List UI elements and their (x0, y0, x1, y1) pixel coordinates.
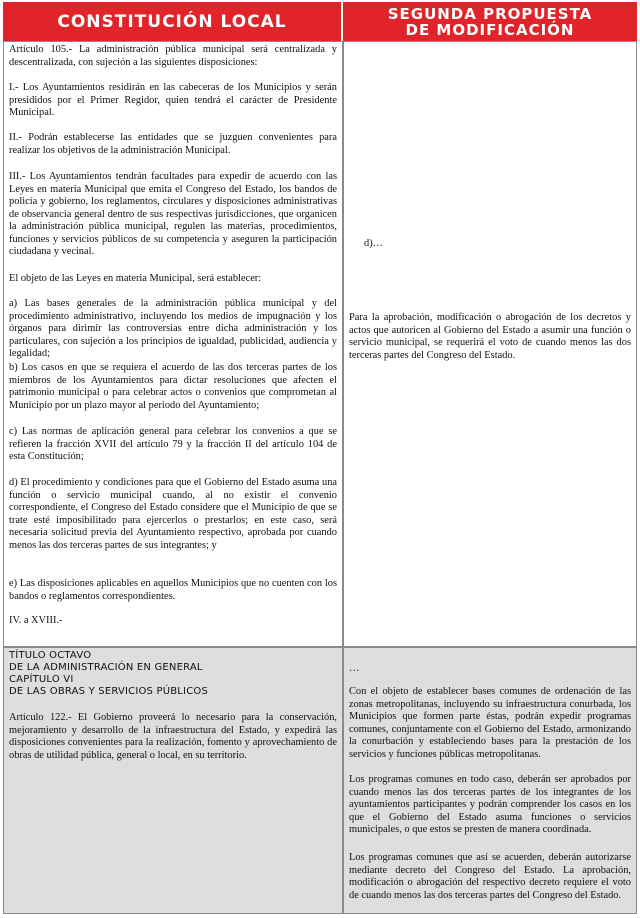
row1-right-cell (343, 41, 637, 647)
capitulo-vi-nombre: DE LAS OBRAS Y SERVICIOS PÚBLICOS (9, 686, 209, 697)
row2-right-cell (343, 647, 637, 914)
row2-ellipsis: … (349, 663, 360, 674)
header-right-line2: DE MODIFICACIÓN (405, 20, 575, 39)
titulo-octavo-nombre: DE LA ADMINISTRACIÓN EN GENERAL (9, 662, 203, 673)
inciso-d-ellipsis: d)… (364, 238, 384, 249)
inciso-a: a) Las bases generales de la administración pública municipal y del procedimiento administrativo, incluyendo los medios de impugnación y los órganos para dirimir las controversias entre dicha administración y los particulares, con sujeción a los principios de igualdad, publicidad, audiencia y legalidad; (9, 298, 337, 359)
inciso-c: c) Las normas de aplicación general para celebrar los convenios a que se refieren la fracción XVII del artículo 79 y la fracción II del artículo 104 de esta Constitución; (9, 426, 337, 462)
propuesta-parrafo-2: Los programas comunes en todo caso, deberán ser aprobados por cuando menos las dos terceras partes de los integrantes de los ayuntamientos participantes y podrán comprender los casos en los que el Gobierno del Estado asuma funciones o servicios municipales, o que estos se presten de manera coordinada. (349, 774, 631, 835)
inciso-e: e) Las disposiciones aplicables en aquellos Municipios que no cuenten con los bandos o reglamentos correspondientes. (9, 578, 337, 602)
propuesta-parrafo-3: Los programas comunes que así se acuerden, deberán autorizarse mediante decreto del Congreso del Estado. La aprobación, modificación o abrogación del respectivo decreto requiere el voto de cuando menos las dos terceras partes del Congreso del Estado. (349, 852, 631, 901)
header-right-line1: SEGUNDA PROPUESTA (387, 4, 593, 23)
propuesta-parrafo-1: Con el objeto de establecer bases comunes de ordenación de las zonas metropolitanas, incluyendo su infraestructura conurbada, los Municipios que formen parte éstas, podrán expedir programas comunes, conjuntamente con el Gobierno del Estado, armonizando la conurbación y estableciendo bases para la prestación de los servicios y funciones públicas metropolitanas. (349, 686, 631, 760)
article-122: Artículo 122.- El Gobierno proveerá lo necesario para la conservación, mejoramiento y desarrollo de la infraestructura del Estado, y expedirá las disposiciones convenientes para la realización, fomento y aprovechamiento de obras de utilidad pública, general o local, en su territorio. (9, 712, 337, 761)
titulo-octavo: TÍTULO OCTAVO (9, 650, 92, 661)
fraction-iii: III.- Los Ayuntamientos tendrán facultades para expedir de acuerdo con las Leyes en materia Municipal que emita el Congreso del Estado, los bandos de policía y gobierno, los reglamentos, circulares y disposiciones administrativas de observancia general dentro de sus respectivas jurisdicciones, que organicen la administración pública municipal, regulen las materias, procedimientos, funciones y servicios públicos de su competencia y aseguren la participación ciudadana y vecinal. (9, 171, 337, 257)
fracciones-iv-xviii: IV. a XVIII.- (9, 615, 63, 626)
inciso-d: d) El procedimiento y condiciones para que el Gobierno del Estado asuma una función o servicio municipal cuando, al no existir el convenio correspondiente, el Congreso del Estado considere que el Municipio de que se trate esté imposibilitado para ejercerlos o prestarlos; en este caso, será necesaria solicitud previa del Ayuntamiento respectivo, aprobada por cuando menos las dos terceras partes de sus integrantes; y (9, 477, 337, 551)
propuesta-inciso-d: Para la aprobación, modificación o abrogación de los decretos y actos que autoricen al Gobierno del Estado a asumir una función o servicio municipal, se requerirá el voto de cuando menos las dos terceras partes del Congreso del Estado. (349, 312, 631, 361)
article-105: Artículo 105.- La administración pública municipal será centralizada y descentralizada, con sujeción a las siguientes disposiciones: (9, 44, 337, 68)
fraction-i: I.- Los Ayuntamientos residirán en las cabeceras de los Municipios y serán presididos por el Primer Regidor, quien tendrá el carácter de Presidente Municipal. (9, 82, 337, 118)
row1-left-cell (3, 41, 343, 647)
header-segunda-propuesta (343, 2, 637, 41)
inciso-b: b) Los casos en que se requiera el acuerdo de las dos terceras partes de los miembros de los Ayuntamientos para dictar resoluciones que afecten el patrimonio municipal o para celebrar actos o convenios que comprometan al Municipio por un plazo mayor al periodo del Ayuntamiento; (9, 362, 337, 411)
fraction-ii: II.- Podrán establecerse las entidades que se juzguen convenientes para realizar los objetivos de la administración Municipal. (9, 132, 337, 156)
row2-left-cell (3, 647, 343, 914)
header-constitucion-local: CONSTITUCIÓN LOCAL (3, 2, 341, 41)
objeto-leyes: El objeto de las Leyes en materia Municipal, será establecer: (9, 273, 262, 284)
capitulo-vi: CAPÍTULO VI (9, 674, 74, 685)
